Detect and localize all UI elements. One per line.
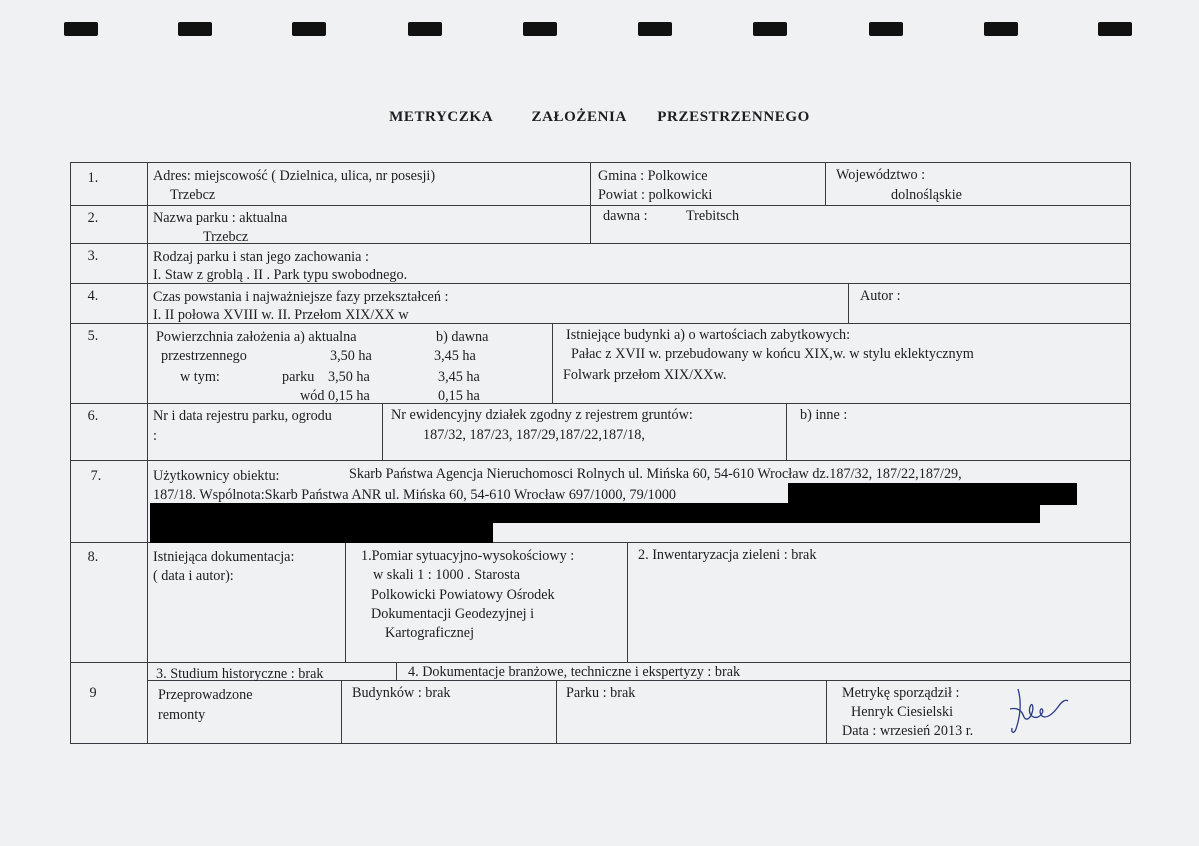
date-field: Data : wrzesień 2013 r. bbox=[842, 723, 974, 739]
area-former-total: 3,45 ha bbox=[434, 348, 476, 364]
register-value: : bbox=[153, 428, 157, 444]
park-renovation: Parku : brak bbox=[566, 685, 636, 701]
redaction-bar bbox=[150, 521, 493, 543]
park-name-value: Trzebcz bbox=[203, 229, 249, 245]
creation-time-value: I. II połowa XVIII w. II. Przełom XIX/XX w bbox=[153, 307, 409, 323]
renovations-label: Przeprowadzone bbox=[158, 687, 253, 703]
powiat-field: Powiat : polkowicki bbox=[598, 187, 713, 203]
author-label: Autor : bbox=[860, 288, 901, 304]
survey-line: 1.Pomiar sytuacyjno-wysokościowy : bbox=[361, 548, 575, 564]
water-area-label: wód bbox=[300, 388, 325, 404]
hole-mark bbox=[984, 22, 1018, 36]
buildings-label: Istniejące budynki a) o wartościach zabytkowych: bbox=[566, 327, 851, 343]
redaction-bar bbox=[788, 483, 1077, 505]
historical-study: 3. Studium historyczne : brak bbox=[156, 666, 324, 682]
hole-mark bbox=[1098, 22, 1132, 36]
former-name-label: dawna : bbox=[603, 208, 648, 224]
users-line: 187/18. Wspólnota:Skarb Państwa ANR ul. Mińska 60, 54-610 Wrocław 697/1000, 79/1000 bbox=[153, 487, 677, 503]
handwritten-signature bbox=[1008, 681, 1070, 742]
hole-mark bbox=[292, 22, 326, 36]
area-former-label: b) dawna bbox=[436, 329, 489, 345]
row-number: 5. bbox=[87, 328, 99, 344]
title-word: ZAŁOŻENIA bbox=[531, 109, 627, 125]
hole-mark bbox=[869, 22, 903, 36]
former-name-value: Trebitsch bbox=[686, 208, 740, 224]
redaction-bar bbox=[150, 503, 1040, 523]
area-label-cont: przestrzennego bbox=[161, 348, 247, 364]
row-number: 6. bbox=[87, 408, 99, 424]
hole-mark bbox=[178, 22, 212, 36]
buildings-line: Folwark przełom XIX/XXw. bbox=[563, 367, 727, 383]
area-label: Powierzchnia założenia a) aktualna bbox=[156, 329, 357, 345]
documentation-label-cont: ( data i autor): bbox=[153, 568, 234, 584]
park-type-value: I. Staw z groblą . II . Park typu swobodnego. bbox=[153, 267, 408, 283]
users-line: Skarb Państwa Agencja Nieruchomosci Rolnych ul. Mińska 60, 54-610 Wrocław dz.187/32, 187/22,187/29, bbox=[349, 466, 962, 482]
renovations-label-cont: remonty bbox=[158, 707, 206, 723]
hole-mark bbox=[523, 22, 557, 36]
register-label: Nr i data rejestru parku, ogrodu bbox=[153, 408, 332, 424]
title-word: PRZESTRZENNEGO bbox=[657, 109, 810, 125]
address-value: Trzebcz bbox=[170, 187, 216, 203]
voivodeship-label: Województwo : bbox=[836, 167, 926, 183]
including-label: w tym: bbox=[180, 369, 220, 385]
users-label: Użytkownicy obiektu: bbox=[153, 468, 280, 484]
row-number: 1. bbox=[87, 170, 99, 186]
survey-line: w skali 1 : 1000 . Starosta bbox=[373, 567, 520, 583]
park-area-current: 3,50 ha bbox=[328, 369, 370, 385]
other-label: b) inne : bbox=[800, 407, 848, 423]
water-area-current: 0,15 ha bbox=[328, 388, 370, 404]
gmina-field: Gmina : Polkowice bbox=[598, 168, 708, 184]
row-number: 3. bbox=[87, 248, 99, 264]
hole-mark bbox=[638, 22, 672, 36]
creation-time-label: Czas powstania i najważniejsze fazy przekształceń : bbox=[153, 289, 449, 305]
buildings-renovation: Budynków : brak bbox=[352, 685, 451, 701]
prepared-by-label: Metrykę sporządził : bbox=[842, 685, 960, 701]
preparer-name: Henryk Ciesielski bbox=[851, 704, 954, 720]
hole-mark bbox=[408, 22, 442, 36]
hole-mark bbox=[64, 22, 98, 36]
row-number: 2. bbox=[87, 210, 99, 226]
page-title bbox=[0, 109, 1199, 126]
survey-line: Dokumentacji Geodezyjnej i bbox=[371, 606, 535, 622]
address-label: Adres: miejscowość ( Dzielnica, ulica, nr posesji) bbox=[153, 168, 436, 184]
survey-line: Kartograficznej bbox=[385, 625, 475, 641]
row-number: 7. bbox=[90, 468, 102, 484]
parcel-numbers-label: Nr ewidencyjny działek zgodny z rejestrem gruntów: bbox=[391, 407, 693, 423]
row-number: 9 bbox=[89, 685, 97, 701]
row-number: 4. bbox=[87, 288, 99, 304]
greenery-inventory: 2. Inwentaryzacja zieleni : brak bbox=[638, 547, 817, 563]
park-type-label: Rodzaj parku i stan jego zachowania : bbox=[153, 249, 369, 265]
row-number: 8. bbox=[87, 549, 99, 565]
park-area-label: parku bbox=[282, 369, 315, 385]
voivodeship-value: dolnośląskie bbox=[891, 187, 962, 203]
water-area-former: 0,15 ha bbox=[438, 388, 480, 404]
area-current-total: 3,50 ha bbox=[330, 348, 372, 364]
hole-mark bbox=[753, 22, 787, 36]
buildings-line: Pałac z XVII w. przebudowany w końcu XIX,w. w stylu eklektycznym bbox=[571, 346, 974, 362]
documentation-label: Istniejąca dokumentacja: bbox=[153, 549, 295, 565]
industry-documentation: 4. Dokumentacje branżowe, techniczne i ekspertyzy : brak bbox=[408, 664, 741, 680]
park-name-label: Nazwa parku : aktualna bbox=[153, 210, 288, 226]
parcel-numbers-value: 187/32, 187/23, 187/29,187/22,187/18, bbox=[423, 427, 645, 443]
park-area-former: 3,45 ha bbox=[438, 369, 480, 385]
survey-line: Polkowicki Powiatowy Ośrodek bbox=[371, 587, 555, 603]
title-word: METRYCZKA bbox=[389, 109, 494, 125]
